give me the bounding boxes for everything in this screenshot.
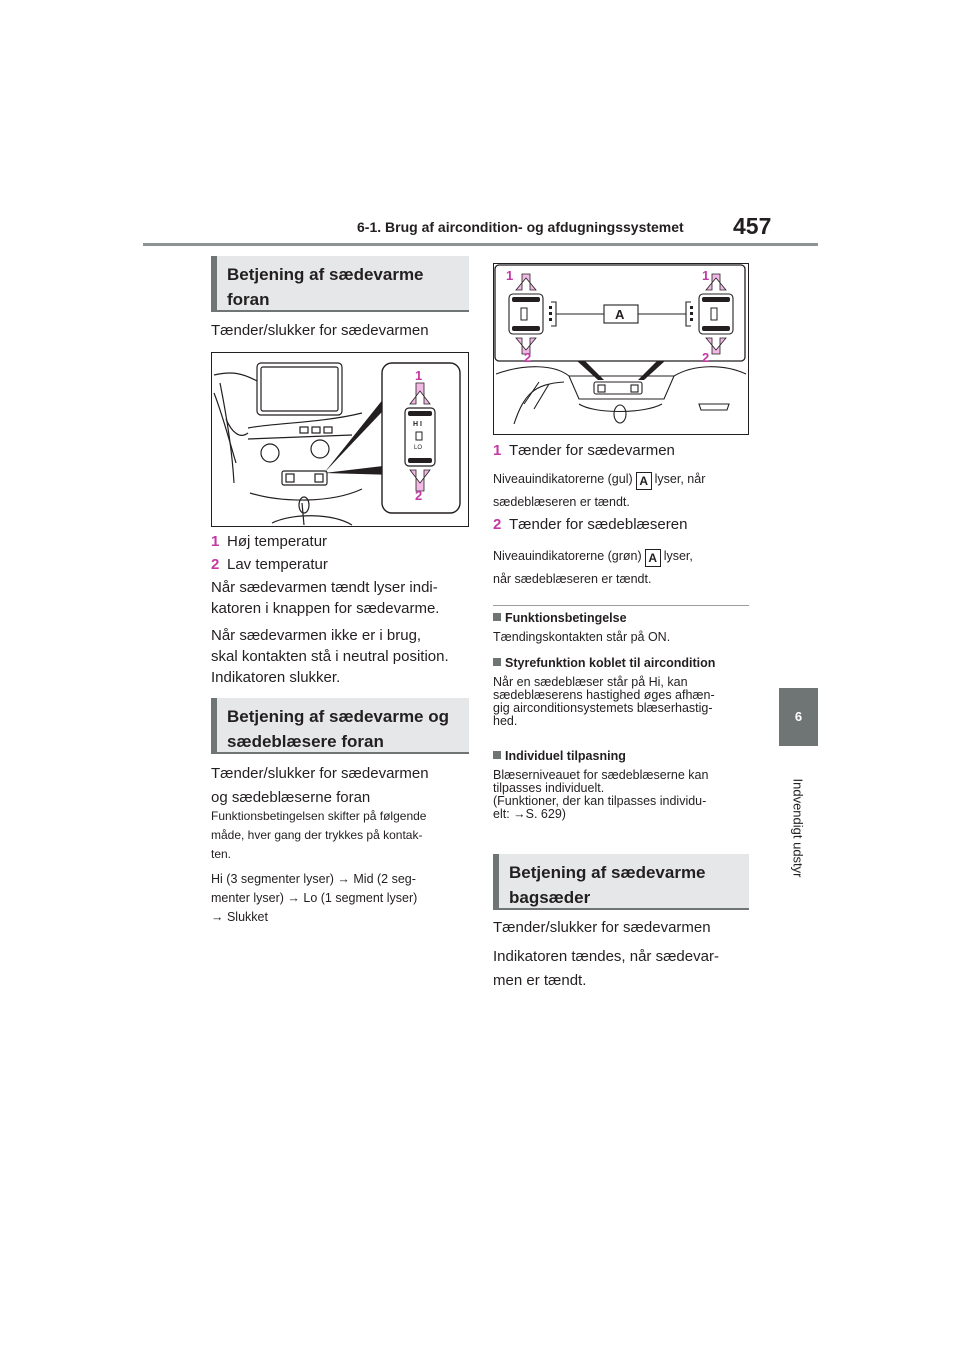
text-line: sædeblæserens hastighed øges afhæn- — [493, 688, 715, 702]
item-number: 2 — [211, 556, 220, 573]
paragraph-indicator-on — [211, 577, 439, 619]
text-line: Når en sædeblæser står på Hi, kan — [493, 675, 688, 689]
hi-label: H I — [413, 421, 422, 428]
item-number: 1 — [493, 442, 502, 459]
item-number: 1 — [211, 533, 220, 550]
item-text: Høj temperatur — [227, 533, 328, 550]
text-line: og sædeblæserne foran — [211, 789, 371, 806]
text-line: Funktionsbetingelsen skifter på følgende — [211, 809, 427, 823]
figure-label-1: 1 — [415, 368, 423, 383]
figure-label-A: A — [615, 307, 625, 322]
section-heading-front-heater — [211, 256, 469, 312]
item-text: Tænder for sædeblæseren — [509, 516, 688, 533]
header-rule — [143, 243, 818, 246]
subheading-text: Styrefunktion koblet til aircondition — [505, 656, 716, 670]
text-line: måde, hver gang der trykkes på kontak- — [211, 828, 423, 842]
text-line: når sædeblæseren er tændt. — [493, 572, 652, 586]
text-line: men er tændt. — [493, 972, 587, 989]
text-line: Når sædevarmen ikke er i brug, — [211, 627, 422, 644]
text-line: → Slukket — [211, 910, 268, 924]
figure-label-1-left: 1 — [506, 268, 514, 283]
item-number: 2 — [493, 516, 502, 533]
figure-front-seat-heater — [211, 352, 469, 527]
text-segment: Niveauindikatorerne (grøn) — [493, 549, 642, 563]
lo-label: LO — [414, 445, 423, 451]
chapter-side-title — [788, 758, 808, 898]
subheading-text: Funktionsbetingelse — [505, 611, 627, 625]
text-line: ten. — [211, 847, 232, 861]
text-line: (Funktioner, der kan tilpasses individu- — [493, 794, 707, 808]
subheading-customization — [493, 748, 626, 764]
divider — [493, 605, 749, 606]
figure-label-2-right: 2 — [702, 350, 710, 365]
text-line: skal kontakten stå i neutral position. — [211, 648, 449, 665]
section-heading-line: foran — [227, 290, 270, 309]
condition-text: Tændingskontakten står på ON. — [493, 630, 671, 644]
ref-box-A: A — [645, 549, 661, 567]
chapter-side-label: Indvendigt udstyr — [790, 778, 806, 878]
item-text: Tænder for sædevarmen — [509, 442, 675, 459]
section-heading-line: Betjening af sædevarme og — [227, 707, 450, 726]
figure-heater-fan-switches — [493, 263, 749, 435]
text-line: tilpasses individuelt. — [493, 781, 605, 795]
section-heading-line: Betjening af sædevarme — [227, 265, 424, 284]
switch-panel-illustration — [494, 264, 748, 434]
ac-link-text — [493, 676, 715, 728]
note-green-indicator — [493, 547, 693, 589]
section-heading-line: sædeblæsere foran — [227, 732, 384, 751]
text-line: Når sædevarmen tændt lyser indi- — [211, 579, 438, 596]
section3-text: Tænder/slukker for sædevarmen — [493, 919, 711, 936]
chapter-tab: 6 — [779, 688, 818, 746]
text-line: hed. — [493, 714, 518, 728]
text-line: Hi (3 segmenter lyser) → Mid (2 seg- — [211, 872, 416, 886]
list-item-fan — [493, 514, 687, 535]
text-line: gig airconditionsystemets blæserhastig- — [493, 701, 713, 715]
small-note-levels — [211, 870, 417, 927]
square-bullet-icon — [493, 751, 501, 759]
text-line: katoren i knappen for sædevarme. — [211, 600, 440, 617]
section3-paragraph — [493, 945, 719, 993]
paragraph-neutral — [211, 625, 449, 688]
customization-text — [493, 769, 708, 821]
dashboard-illustration — [212, 353, 468, 526]
section1-text: Tænder/slukker for sædevarmen — [211, 322, 429, 339]
section-heading-rear-heater — [493, 854, 749, 910]
list-item-low — [211, 554, 328, 575]
text-line: sædeblæseren er tændt. — [493, 495, 630, 509]
section-heading-heater-and-fans — [211, 698, 469, 754]
subheading-ac-link — [493, 655, 715, 671]
section-header-title: 6-1. Brug af aircondition- og afdugningssystemet — [357, 219, 684, 235]
list-item-high — [211, 531, 327, 552]
text-segment: Niveauindikatorerne (gul) — [493, 472, 633, 486]
square-bullet-icon — [493, 658, 501, 666]
subheading-text: Individuel tilpasning — [505, 749, 626, 763]
text-line: Tænder/slukker for sædevarmen — [211, 765, 429, 782]
square-bullet-icon — [493, 613, 501, 621]
item-text: Lav temperatur — [227, 556, 328, 573]
text-line: Indikatoren slukker. — [211, 669, 341, 686]
note-yellow-indicator — [493, 470, 705, 512]
page-number: 457 — [733, 213, 772, 239]
text-segment: lyser, når — [654, 472, 706, 486]
ref-box-A: A — [636, 472, 652, 490]
text-line: elt: →S. 629) — [493, 807, 566, 821]
text-line: Indikatoren tændes, når sædevar- — [493, 948, 719, 965]
list-item-heater — [493, 440, 675, 461]
text-segment: lyser, — [663, 549, 693, 563]
text-line: Blæserniveauet for sædeblæserne kan — [493, 768, 709, 782]
section2-text — [211, 762, 429, 810]
subheading-condition — [493, 610, 627, 626]
figure-label-2: 2 — [415, 488, 423, 503]
section-heading-line: bagsæder — [509, 888, 591, 907]
small-note-cycle — [211, 807, 426, 864]
figure-label-1-right: 1 — [702, 268, 710, 283]
section-heading-line: Betjening af sædevarme — [509, 863, 706, 882]
text-line: menter lyser) → Lo (1 segment lyser) — [211, 891, 418, 905]
figure-label-2-left: 2 — [524, 350, 532, 365]
